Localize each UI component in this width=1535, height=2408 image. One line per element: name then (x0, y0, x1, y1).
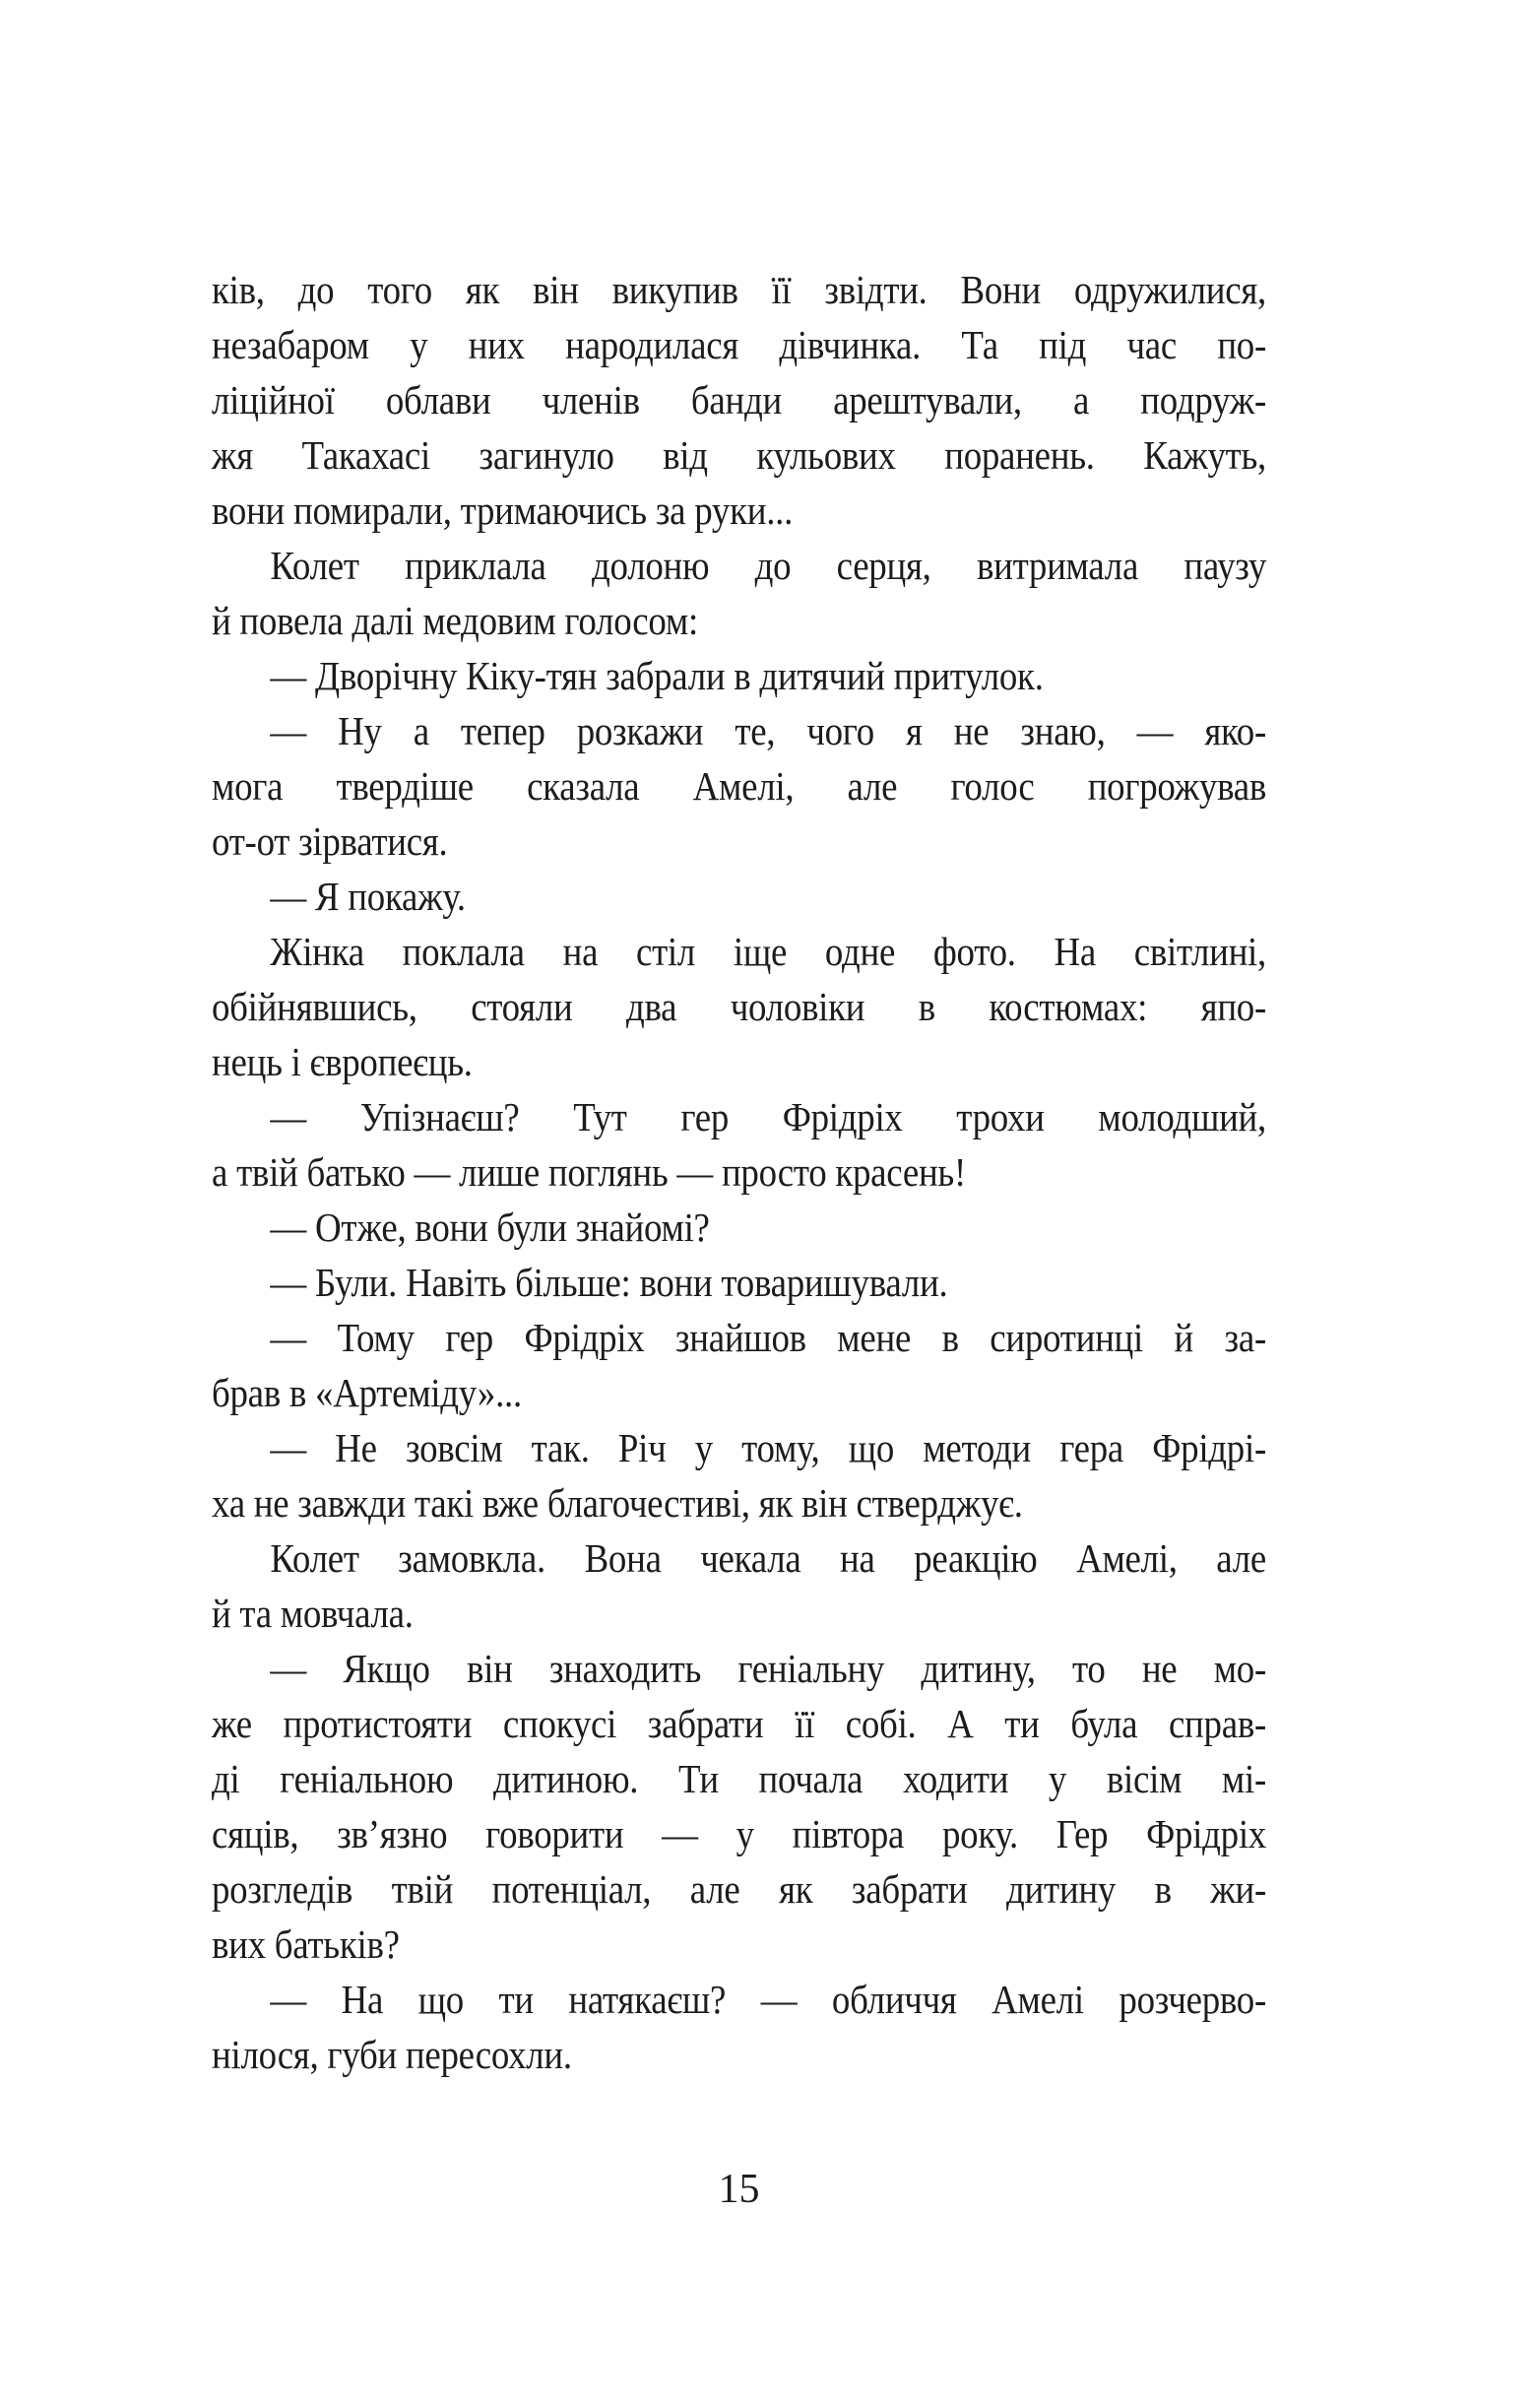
text-line: от-от зірватися. (212, 818, 448, 864)
text-line: — Дворічну Кіку-тян забрали в дитячий притулок. (270, 653, 1044, 698)
text-line: же протистояти спокусі забрати її собі. А ти була справ- (212, 1701, 1266, 1746)
text-line: ді геніальною дитиною. Ти почала ходити у вісім мі- (212, 1756, 1266, 1801)
text-line: незабаром у них народилася дівчинка. Та під час по- (212, 322, 1266, 367)
text-line: сяців, зв’язно говорити — у півтора року. Гер Фрідріх (212, 1811, 1266, 1856)
text-line: — Отже, вони були знайомі? (270, 1204, 710, 1250)
text-line: ліційної облави членів банди арештували, а подруж- (212, 377, 1266, 423)
text-line: обійнявшись, стояли два чоловіки в костюмах: япо- (212, 984, 1266, 1029)
text-line: — Були. Навіть більше: вони товаришували. (270, 1260, 948, 1305)
text-line: а твій батько — лише поглянь — просто красень! (212, 1149, 966, 1195)
text-line: — Я покажу. (270, 874, 466, 919)
text-line: — Якщо він знаходить геніальну дитину, то не мо- (270, 1646, 1266, 1691)
text-line: мога твердіше сказала Амелі, але голос погрожував (212, 763, 1266, 809)
text-line: розгледів твій потенціал, але як забрати дитину в жи- (212, 1866, 1266, 1912)
text-line: — Тому гер Фрідріх знайшов мене в сиротинці й за- (270, 1315, 1266, 1360)
text-line: — Упізнаєш? Тут гер Фрідріх трохи молодший, (270, 1094, 1266, 1139)
text-line: — Не зовсім так. Річ у тому, що методи гера Фрідрі- (270, 1425, 1266, 1470)
text-line: ків, до того як він викупив її звідти. Вони одружилися, (212, 267, 1266, 312)
text-line: й та мовчала. (212, 1591, 414, 1636)
text-line: нілося, губи пересохли. (212, 2032, 572, 2077)
text-line: — На що ти натякаєш? — обличчя Амелі розчерво- (270, 1977, 1266, 2022)
text-line: вони помирали, тримаючись за руки... (212, 488, 794, 533)
text-line: Колет замовкла. Вона чекала на реакцію Амелі, але (270, 1535, 1266, 1581)
text-line: жя Такахасі загинуло від кульових поранень. Кажуть, (212, 432, 1266, 478)
text-line: брав в «Артеміду»... (212, 1370, 522, 1415)
text-line: вих батьків? (212, 1921, 400, 1967)
text-line: — Ну а тепер розкажи те, чого я не знаю, — яко- (270, 708, 1266, 753)
text-line: Колет приклала долоню до серця, витримала паузу (270, 543, 1266, 588)
text-line: й повела далі медовим голосом: (212, 598, 698, 643)
text-line: нець і європеєць. (212, 1039, 473, 1084)
text-line: ха не завжди такі вже благочестиві, як він стверджує. (212, 1480, 1023, 1526)
page-number: 15 (718, 2167, 760, 2212)
text-line: Жінка поклала на стіл іще одне фото. На світлині, (270, 929, 1266, 974)
body-text (212, 262, 1266, 2082)
